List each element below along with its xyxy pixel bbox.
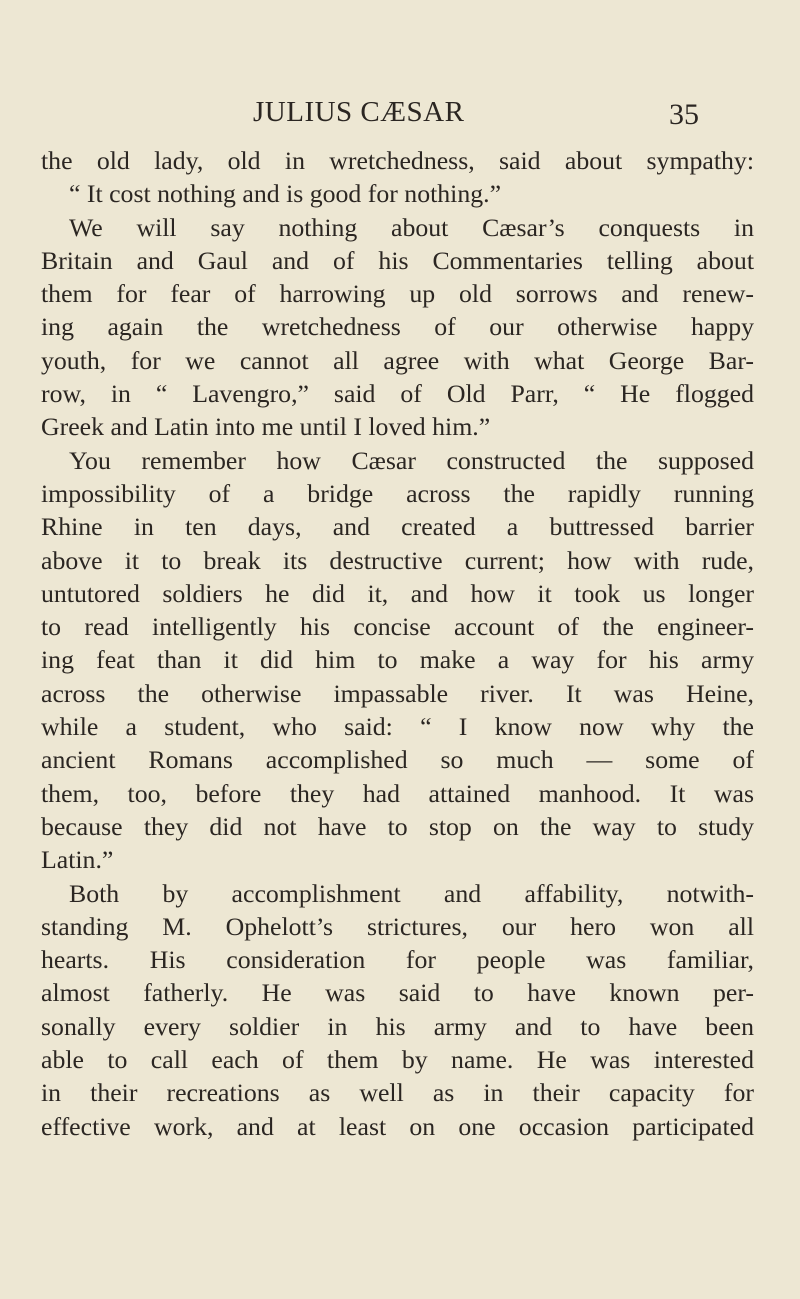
text-line: in their recreations as well as in their capacity for [41, 1078, 754, 1108]
text-line: above it to break its destructive current; how with rude, [41, 545, 754, 575]
page-number: 35 [669, 98, 699, 131]
text-line: standing M. Ophelott’s strictures, our hero won all [41, 911, 754, 941]
paragraph-first-line: You remember how Cæsar constructed the supposed [69, 445, 754, 475]
text-line: able to call each of them by name. He was interested [41, 1045, 754, 1075]
text-line: youth, for we cannot all agree with what George Bar- [41, 345, 754, 375]
text-line: the old lady, old in wretchedness, said about sympathy: [41, 146, 754, 175]
paragraph-last-line: Latin.” [41, 845, 114, 875]
text-line: while a student, who said: “ I know now why the [41, 712, 754, 742]
running-title: JULIUS CÆSAR [253, 96, 465, 128]
text-line: hearts. His consideration for people was familiar, [41, 945, 754, 975]
text-line: Rhine in ten days, and created a buttressed barrier [41, 512, 754, 542]
text-line: impossibility of a bridge across the rapidly running [41, 478, 754, 508]
text-line: them for fear of harrowing up old sorrows and renew- [41, 279, 754, 309]
text-line: untutored soldiers he did it, and how it took us longer [41, 578, 754, 608]
text-line: sonally every soldier in his army and to have been [41, 1011, 754, 1041]
running-head [0, 96, 800, 136]
paragraph-first-line: Both by accomplishment and affability, notwith- [69, 878, 754, 908]
text-line: row, in “ Lavengro,” said of Old Parr, “ He flogged [41, 379, 754, 409]
text-line: them, too, before they had attained manhood. It was [41, 778, 754, 808]
paragraph-first-line: We will say nothing about Cæsar’s conquests in [69, 212, 754, 242]
text-line: ancient Romans accomplished so much — some of [41, 745, 754, 775]
text-line: effective work, and at least on one occasion participated [41, 1111, 754, 1141]
body-text [41, 144, 754, 1143]
text-line: because they did not have to stop on the way to study [41, 811, 754, 841]
text-line: ing feat than it did him to make a way for his army [41, 645, 754, 675]
text-line: almost fatherly. He was said to have known per- [41, 978, 754, 1008]
text-line: across the otherwise impassable river. It was Heine, [41, 678, 754, 708]
text-line: Britain and Gaul and of his Commentaries telling about [41, 245, 754, 275]
text-line: “ It cost nothing and is good for nothing.” [69, 179, 502, 209]
text-line: to read intelligently his concise account of the engineer- [41, 612, 754, 642]
paragraph-last-line: Greek and Latin into me until I loved him.” [41, 412, 491, 442]
text-line: ing again the wretchedness of our otherwise happy [41, 312, 754, 342]
